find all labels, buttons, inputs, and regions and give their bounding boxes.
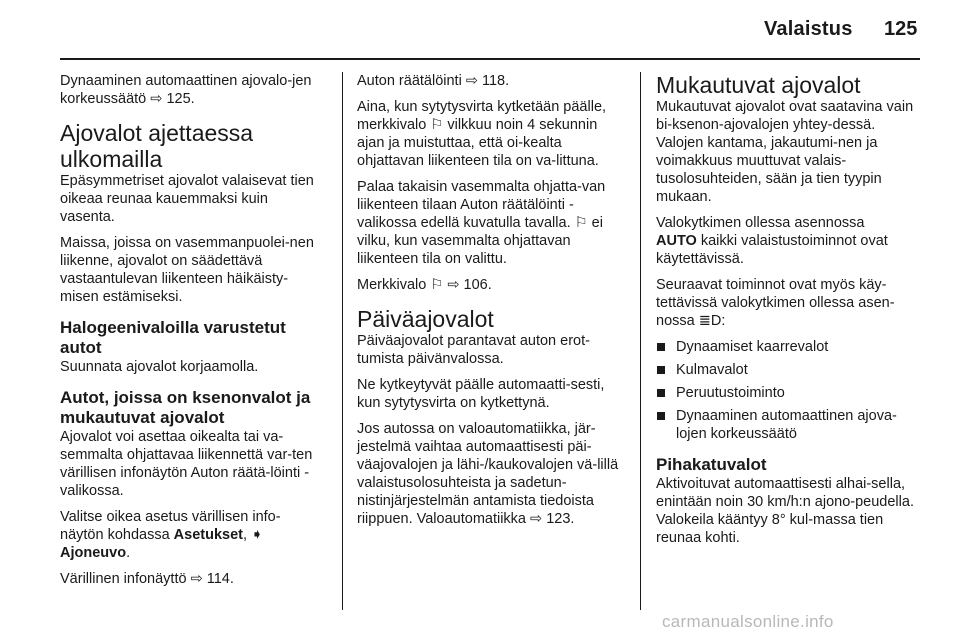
- paragraph-indicator-ref: Merkkivalo ⚐ ⇨ 106.: [357, 277, 492, 293]
- header-divider: [60, 58, 920, 60]
- heading-adaptive-lights: Mukautuvat ajovalot: [656, 72, 861, 98]
- heading-driving-abroad: Ajovalot ajettaessa ulkomailla: [60, 120, 254, 172]
- paragraph-xenon: Ajovalot voi asettaa oikealta tai va-semmalta ohjattavaa liikennettä var-ten värillisen infonäytön Auton räätä-löinti -valikossa.: [60, 429, 313, 499]
- watermark: carmanualsonline.info: [662, 612, 834, 631]
- list-item: Dynaamiset kaarrevalot: [656, 338, 918, 356]
- paragraph-headlight-levelling-ref: Dynaaminen automaattinen ajovalo-jen korkeussäätö ⇨ 125.: [60, 73, 312, 107]
- menu-vehicle: Ajoneuvo: [60, 545, 127, 561]
- list-item: Peruutustoiminto: [656, 384, 918, 402]
- column-divider-1: [342, 72, 343, 610]
- column-divider-2: [640, 72, 641, 610]
- paragraph-asymmetric: Epäsymmetriset ajovalot valaisevat tien oikeaa reunaa kauemmaksi kuin vasenta.: [60, 173, 314, 225]
- column-3: [656, 72, 918, 555]
- paragraph-adaptive-intro: Mukautuvat ajovalot ovat saatavina vain bi-ksenon-ajovalojen yhtey-dessä. Valojen kantama, jakautumi-nen ja voimakkuus muuttuvat valais-tusolosuhteiden, sään ja tien tyypin mukaan.: [656, 99, 914, 205]
- auto-position-rest: kaikki valaistustoiminnot ovat käytettävissä.: [656, 233, 888, 267]
- heading-xenon: Autot, joissa on ksenonvalot ja mukautuvat ajovalot: [60, 388, 311, 427]
- paragraph-auto-position: [656, 214, 918, 268]
- select-setting-text: Valitse oikea asetus värillisen info-näytön kohdassa: [60, 509, 281, 543]
- auto-position-text: Valokytkimen ollessa asennossa: [656, 215, 865, 231]
- section-title: Valaistus: [764, 18, 853, 40]
- paragraph-return-left: Palaa takaisin vasemmalta ohjatta-van liikenteen tilaan Auton räätälöinti -valikossa edellä kuvatulla tavalla. ⚐ ei vilku, kun vasemmalta ohjattavan liikenteen tila on valittu.: [357, 179, 606, 267]
- column-2: [357, 72, 619, 536]
- heading-junction-lights: Pihakatuvalot: [656, 455, 767, 474]
- paragraph-info-display-ref: Värillinen infonäyttö ⇨ 114.: [60, 571, 234, 587]
- sentence-end: .: [126, 545, 131, 561]
- paragraph-left-traffic: Maissa, joissa on vasemmanpuolei-nen liikenne, ajovalot on säädettävä vastaantulevan liikenteen häikäisty-misen estämiseksi.: [60, 235, 314, 305]
- menu-settings: Asetukset: [173, 527, 243, 543]
- paragraph-indicator-flash: Aina, kun sytytysvirta kytketään päälle, merkkivalo ⚐ vilkkuu noin 4 sekunnin ajan ja muistuttaa, että oi-kealta ohjattavan liikenteen tila on va-littuna.: [357, 99, 607, 169]
- heading-daytime-running-lights: Päiväajovalot: [357, 306, 494, 332]
- paragraph-personalisation-ref: Auton räätälöinti ⇨ 118.: [357, 73, 510, 89]
- list-item: Kulmavalot: [656, 361, 918, 379]
- list-item: Dynaaminen automaattinen ajova-lojen korkeussäätö: [656, 407, 918, 443]
- menu-arrow: , ➧: [242, 527, 264, 543]
- paragraph-drl-auto: Ne kytkeytyvät päälle automaatti-sesti, kun sytytysvirta on kytkettynä.: [357, 377, 605, 411]
- paragraph-light-automation: Jos autossa on valoautomatiikka, jär-jestelmä vaihtaa automaattisesti päi-väajovalojen ja lähi-/kaukovalojen vä-lillä valaistusolosuhteista ja sadetun-nistinjärjestelmän antamista tiedoista riippuen. Valoautomatiikka ⇨ 123.: [357, 421, 619, 527]
- paragraph-select-setting: [60, 508, 322, 562]
- paragraph-drl-visibility: Päiväajovalot parantavat auton erot-tumista päivänvalossa.: [357, 333, 590, 367]
- function-list: [656, 338, 918, 443]
- paragraph-junction-lights: Aktivoituvat automaattisesti alhai-sella, enintään noin 30 km/h:n ajono-peudella. Valokeila kääntyy 8° kul-massa tien reunaa kohti.: [656, 476, 914, 546]
- auto-label: AUTO: [656, 233, 697, 249]
- column-1: [60, 72, 322, 596]
- page-number: 125: [884, 18, 918, 40]
- paragraph-low-beam-functions: Seuraavat toiminnot ovat myös käy-tettävissä valokytkimen ollessa asen-nossa ≣D:: [656, 277, 895, 329]
- heading-halogen: Halogeenivaloilla varustetut autot: [60, 318, 286, 357]
- paragraph-halogen: Suunnata ajovalot korjaamolla.: [60, 359, 259, 375]
